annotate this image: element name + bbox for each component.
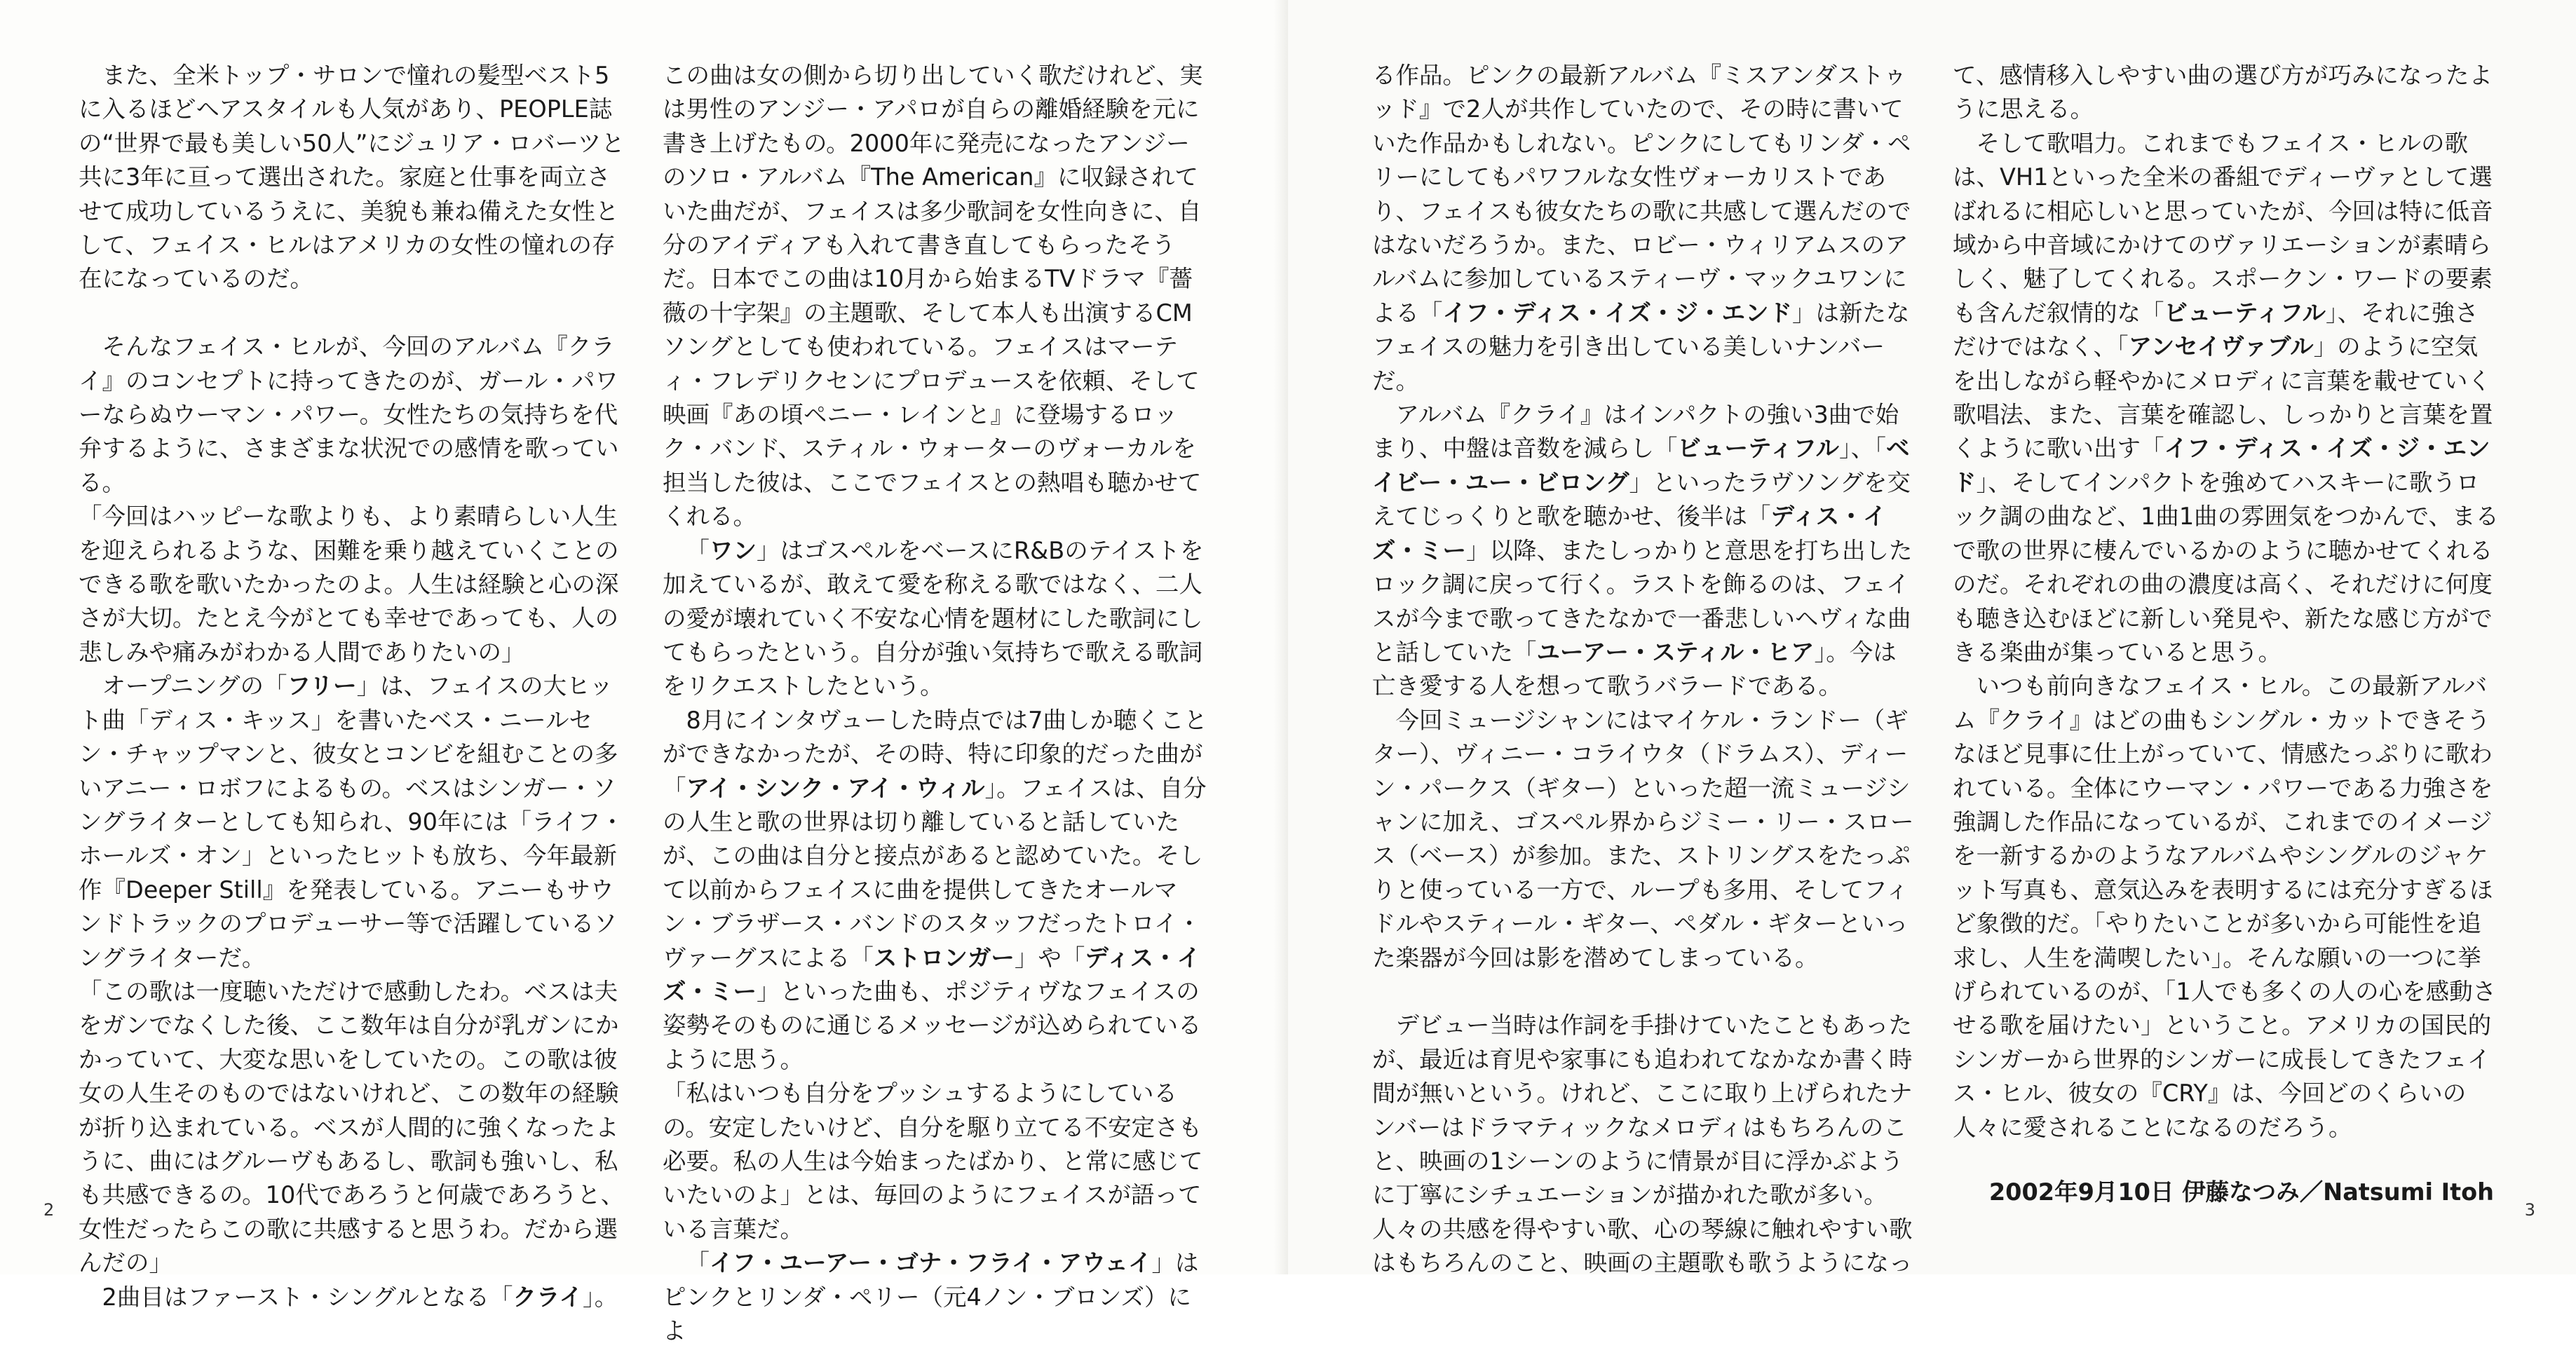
song-title: アンセイヴァブル	[2128, 333, 2314, 361]
song-title: ディス・イズ・ミー	[1372, 503, 1887, 564]
paragraph: そして歌唱力。これまでもフェイス・ヒルの歌は、VH1といった全米の番組でディーヴァとして選ばれるに相応しいと思っていたが、今回は特に低音域から中音域にかけてのヴァリエーションが素晴らしく、魅了してくれる。スポークン・ワードの要素も含んだ叙情的な「ビューティフル」、それに強さだけではなく、「アンセイヴァブル」のように空気を出しながら軽やかにメロディに言葉を載せていく歌唱法、また、言葉を確認し、しっかりと言葉を置くように歌い出す「イフ・ディス・イズ・ジ・エンド」、そしてインパクトを強めてハスキーに歌うロック調の曲など、1曲1曲の雰囲気をつかんで、まるで歌の世界に棲んでいるかのように聴かせてくれるのだ。それぞれの曲の濃度は高く、それだけに何度も聴き込むほどに新しい発見や、新たな感じ方ができる楽曲が集っていると思う。	[1953, 129, 2499, 666]
left-page-column-1	[79, 59, 625, 1314]
paragraph: 「イフ・ユーアー・ゴナ・フライ・アウェイ」はピンクとリンダ・ペリー（元4ノン・ブロンズ）によ	[663, 1249, 1199, 1345]
song-title: イフ・ユーアー・ゴナ・フライ・アウェイ	[710, 1249, 1152, 1277]
song-title: イフ・ディス・イズ・ジ・エンド	[1442, 299, 1792, 327]
paragraph: また、全米トップ・サロンで憧れの髪型ベスト5に入るほどヘアスタイルも人気があり、PEOPLE誌の“世界で最も美しい50人”にジュリア・ロバーツと共に3年に亘って選出された。家庭と仕事を両立させて成功しているうえに、美貌も兼ね備えた女性として、フェイス・ヒルはアメリカの女性の憧れの存在になっているのだ。	[79, 62, 625, 293]
paragraph: て、感情移入しやすい曲の選び方が巧みになったように思える。	[1953, 62, 2493, 123]
paragraph: 今回ミュージシャンにはマイケル・ランドー（ギター）、ヴィニー・コライウタ（ドラムス）、ディーン・パークス（ギター）といった超一流ミュージシャンに加え、ゴスペル界からジミー・リー・スロース（ベース）が参加。また、ストリングスをたっぷりと使っている一方で、ループも多用、そしてフィドルやスティール・ギター、ペダル・ギターといった楽器が今回は影を潜めてしまっている。	[1372, 706, 1914, 972]
song-title: ビューティフル	[2164, 299, 2326, 327]
song-title: ベイビー・ユー・ビロング	[1372, 435, 1910, 496]
left-page	[0, 0, 1288, 1345]
paragraph: 「ワン」はゴスペルをベースにR&Bのテイストを加えているが、敢えて愛を称える歌ではなく、二人の愛が壊れていく不安な心情を題材にした歌詞にしてもらったという。自分が強い気持ちで歌える歌詞をリクエストしたという。	[663, 536, 1204, 700]
right-page-column-2	[1953, 59, 2500, 1209]
paragraph: いつも前向きなフェイス・ヒル。この最新アルバム『クライ』はどの曲もシングル・カットできそうなほど見事に仕上がっていて、情感たっぷりに歌われている。全体にウーマン・パワーである力強さを強調した作品になっているが、これまでのイメージを一新するかのようなアルバムやシングルのジャケット写真も、意気込みを表明するには充分すぎるほど象徴的だ。「やりたいことが多いから可能性を追求し、人生を満喫したい」。そんな願いの一つに挙げられているのが、「1人でも多くの人の心を感動させる歌を届けたい」ということ。アメリカの国民的シンガーから世界的シンガーに成長してきたフェイス・ヒル、彼女の『CRY』は、今回どのくらいの人々に愛されることになるのだろう。	[1953, 672, 2497, 1141]
quote: 「この歌は一度聴いただけで感動したわ。ベスは夫をガンでなくした後、ここ数年は自分が乳ガンにかかっていて、大変な思いをしていたの。この歌は彼女の人生そのものではないけれど、この数年の経験が折り込まれている。ベスが人間的に強くなったように、曲にはグルーヴもあるし、歌詞も強いし、私も共感できるの。10代であろうと何歳であろうと、女性だったらこの歌に共感すると思うわ。だから選んだの」	[79, 977, 625, 1277]
song-title: ワン	[710, 536, 757, 564]
song-title: アイ・シンク・アイ・ウィル	[686, 774, 985, 802]
song-title: クライ	[513, 1283, 583, 1311]
page-number-left: 2	[43, 1200, 55, 1220]
song-title: フリー	[287, 672, 357, 700]
right-page-column-1	[1372, 59, 1919, 1281]
quote: 「今回はハッピーな歌よりも、より素晴らしい人生を迎えられるような、困難を乗り越えていくことのできる歌を歌いたかったのよ。人生は経験と心の深さが大切。たとえ今がとても幸せであっても、人の悲しみや痛みがわかる人間でありたいの」	[79, 503, 619, 666]
song-title: ユーアー・スティル・ヒア	[1536, 638, 1815, 666]
song-title: ビューティフル	[1677, 435, 1839, 463]
left-page-column-2	[663, 59, 1209, 1348]
author-signature: 2002年9月10日 伊藤なつみ／Natsumi Itoh	[1988, 1178, 2494, 1206]
paragraph: アルバム『クライ』はインパクトの強い3曲で始まり、中盤は音数を減らし「ビューティフル」、「ベイビー・ユー・ビロング」といったラヴソングを交えてじっくりと歌を聴かせ、後半は「ディス・イズ・ミー」以降、またしっかりと意思を打ち出したロック調に戻って行く。ラストを飾るのは、フェイスが今まで歌ってきたなかで一番悲しいヘヴィな曲と話していた「ユーアー・スティル・ヒア」。今は亡き愛する人を想って歌うバラードである。	[1372, 401, 1913, 700]
page-number-right: 3	[2524, 1200, 2535, 1220]
quote: 「私はいつも自分をプッシュするようにしているの。安定したいけど、自分を駆り立てる不安定さも必要。私の人生は今始まったばかり、と常に感じていたいのよ」とは、毎回のようにフェイスが語っている言葉だ。	[663, 1080, 1203, 1243]
song-title: ストロンガー	[873, 944, 1015, 972]
paragraph: そんなフェイス・ヒルが、今回のアルバム『クライ』のコンセプトに持ってきたのが、ガール・パワーならぬウーマン・パワー。女性たちの気持ちを代弁するように、さまざまな状況での感情を歌っている。	[79, 333, 619, 496]
paragraph: デビュー当時は作詞を手掛けていたこともあったが、最近は育児や家事にも追われてなかなか書く時間が無いという。けれど、ここに取り上げられたナンバーはドラマティックなメロディはもちろんのこと、映画の1シーンのように情景が目に浮かぶように丁寧にシチュエーションが描かれた歌が多い。人々の共感を得やすい歌、心の琴線に触れやすい歌はもちろんのこと、映画の主題歌も歌うようになっ	[1372, 1012, 1913, 1277]
paragraph: この曲は女の側から切り出していく歌だけれど、実は男性のアンジー・アパロが自らの離婚経験を元に書き上げたもの。2000年に発売になったアンジーのソロ・アルバム『The American』に収録されていた曲だが、フェイスは多少歌詞を女性向きに、自分のアイディアも入れて書き直してもらったそうだ。日本でこの曲は10月から始まるTVドラマ『薔薇の十字架』の主題歌、そして本人も出演するCMソングとしても使われている。フェイスはマーティ・フレデリクセンにプロデュースを依頼、そして映画『あの頃ペニー・レインと』に登場するロック・バンド、スティル・ウォーターのヴォーカルを担当した彼は、ここでフェイスとの熱唱も聴かせてくれる。	[663, 62, 1203, 531]
paragraph: オープニングの「フリー」は、フェイスの大ヒット曲「ディス・キッス」を書いたベス・ニールセン・チャップマンと、彼女とコンビを組むことの多いアニー・ロボフによるもの。ベスはシンガー・ソングライターとしても知られ、90年には「ライフ・ホールズ・オン」といったヒットも放ち、今年最新作『Deeper Still』を発表している。アニーもサウンドトラックのプロデューサー等で活躍しているソングライターだ。	[79, 672, 624, 972]
paragraph: 2曲目はファースト・シングルとなる「クライ」。	[102, 1283, 618, 1311]
paragraph: る作品。ピンクの最新アルバム『ミスアンダストゥッド』で2人が共作していたので、その時に書いていた作品かもしれない。ピンクにしてもリンダ・ペリーにしてもパワフルな女性ヴォーカリストであり、フェイスも彼女たちの歌に共感して選んだのではないだろうか。また、ロビー・ウィリアムスのアルバムに参加しているスティーヴ・マックユワンによる「イフ・ディス・イズ・ジ・エンド」は新たなフェイスの魅力を引き出している美しいナンバーだ。	[1372, 62, 1911, 395]
song-title: ディス・イズ・ミー	[663, 944, 1201, 1005]
song-title: イフ・ディス・イズ・ジ・エンド	[1953, 435, 2490, 496]
paragraph: 8月にインタヴューした時点では7曲しか聴くことができなかったが、その時、特に印象的だった曲が「アイ・シンク・アイ・ウィル」。フェイスは、自分の人生と歌の世界は切り離していると話していたが、この曲は自分と接点があると認めていた。そして以前からフェイスに曲を提供してきたオールマン・ブラザース・バンドのスタッフだったトロイ・ヴァーグスによる「ストロンガー」や「ディス・イズ・ミー」といった曲も、ポジティヴなフェイスの姿勢そのものに通じるメッセージが込められているように思う。	[663, 706, 1207, 1073]
